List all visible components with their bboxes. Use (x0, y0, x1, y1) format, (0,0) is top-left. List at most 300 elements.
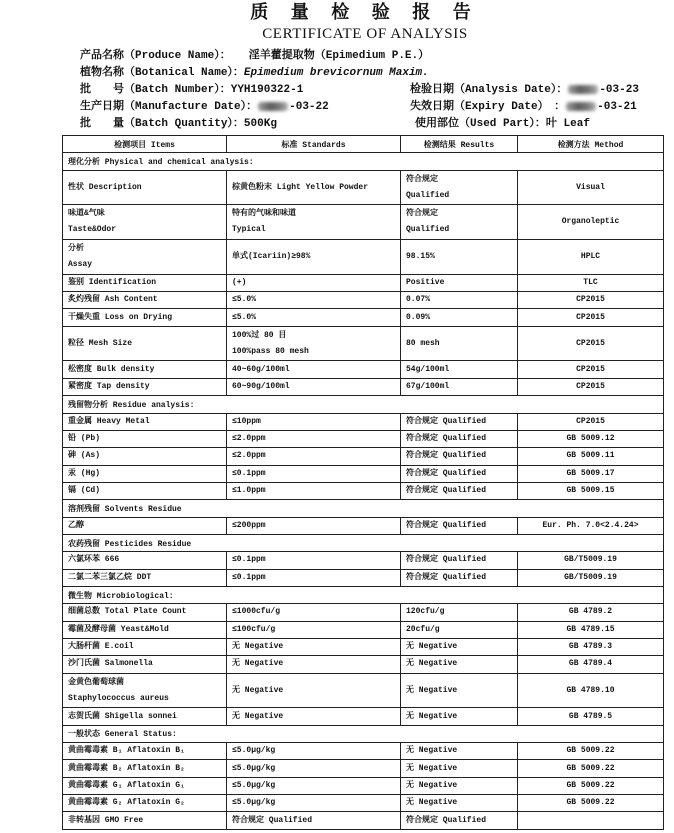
standard-cell (227, 656, 401, 673)
result-cell (401, 569, 518, 586)
cell-text: 无 Negative (232, 659, 284, 669)
cell-text: 符合规定 Qualified (406, 468, 487, 478)
section-row (63, 586, 664, 603)
cell-text: GB 4789.10 (566, 685, 615, 695)
cell-text: 粒径 Mesh Size (68, 338, 133, 348)
item-cell (63, 638, 227, 655)
method-cell (518, 743, 664, 760)
table-row (63, 708, 664, 725)
column-header-items: 检测项目 Items (63, 136, 227, 153)
item-cell (63, 292, 227, 309)
cell-text: 紧密度 Tap density (68, 381, 150, 391)
standard-cell (227, 569, 401, 586)
analysis-date-line (410, 82, 639, 98)
cell-text: 符合规定 Qualified (406, 486, 487, 496)
column-header-method: 检测方法 Method (518, 136, 664, 153)
standard-cell (227, 326, 401, 361)
result-cell (401, 361, 518, 378)
cell-text: 镉 (Cd) (68, 486, 101, 496)
cell-text: ≤0.1ppm (232, 572, 266, 582)
botanical-name-value: Epimedium brevicornum Maxim. (243, 67, 429, 79)
standard-cell (227, 448, 401, 465)
cell-text: CP2015 (576, 381, 605, 391)
cell-text: 100%pass 80 mesh (232, 346, 309, 356)
cell-text: GB/T5009.19 (564, 555, 617, 565)
cell-text: ≤2.0ppm (232, 451, 266, 461)
table-row (63, 656, 664, 673)
cell-text: 非转基因 GMO Free (68, 815, 144, 825)
result-cell (401, 465, 518, 482)
cell-text: 40~60g/100ml (232, 364, 290, 374)
standard-cell (227, 292, 401, 309)
result-cell (401, 656, 518, 673)
cell-text: ≤5.0% (232, 312, 257, 322)
cell-text: 棕黄色粉末 Light Yellow Powder (232, 182, 369, 192)
item-cell (63, 430, 227, 447)
batch-number-line (80, 82, 303, 98)
standard-cell (227, 378, 401, 395)
cell-text: CP2015 (576, 312, 605, 322)
standard-cell (227, 361, 401, 378)
item-cell (63, 413, 227, 430)
cell-text: 符合规定 Qualified (406, 572, 487, 582)
botanical-name-line (80, 65, 429, 81)
standard-cell (227, 205, 401, 240)
standard-cell (227, 309, 401, 326)
section-title: 微生物 Microbiological: (63, 586, 664, 603)
used-part-label: 使用部位（Used Part）： (415, 118, 546, 130)
cell-text: GB 4789.15 (566, 624, 615, 634)
standard-cell (227, 621, 401, 638)
result-cell (401, 309, 518, 326)
cell-text: 特有的气味和味道 (232, 209, 296, 219)
cell-text: 铅 (Pb) (68, 434, 101, 444)
cell-text: 炙灼残留 Ash Content (68, 295, 158, 305)
section-row (63, 534, 664, 551)
cell-text: 符合规定 (406, 174, 438, 184)
method-cell (518, 309, 664, 326)
method-cell (518, 274, 664, 291)
cell-text: 单式(Icariin)≥98% (232, 251, 311, 261)
expiry-date-label: 失效日期（Expiry Date） ： (410, 101, 566, 113)
cell-text: 无 Negative (232, 685, 284, 695)
table-row (63, 621, 664, 638)
cell-text: GB 5009.12 (566, 434, 615, 444)
item-cell (63, 274, 227, 291)
standard-cell (227, 812, 401, 829)
cell-text: GB 4789.2 (568, 607, 613, 617)
cell-text: Staphylococcus aureus (68, 693, 169, 703)
cell-text: 无 Negative (406, 642, 458, 652)
method-cell (518, 777, 664, 794)
cell-text: GB 5009.11 (566, 451, 615, 461)
table-row (63, 205, 664, 240)
result-cell (401, 378, 518, 395)
cell-text: 性状 Description (68, 182, 142, 192)
method-cell (518, 292, 664, 309)
cell-text: CP2015 (576, 338, 605, 348)
section-row (63, 500, 664, 517)
cell-text: ≤5.0μg/kg (232, 763, 276, 773)
cell-text: 无 Negative (406, 659, 458, 669)
cell-text: 120cfu/g (406, 607, 445, 617)
item-cell (63, 309, 227, 326)
item-cell (63, 656, 227, 673)
result-cell (401, 604, 518, 621)
cell-text: 0.09% (406, 312, 431, 322)
standard-cell (227, 517, 401, 534)
table-row (63, 378, 664, 395)
standard-cell (227, 638, 401, 655)
standard-cell (227, 413, 401, 430)
result-cell (401, 413, 518, 430)
method-cell (518, 465, 664, 482)
cell-text: 无 Negative (406, 763, 458, 773)
analysis-date-label: 检验日期（Analysis Date）： (410, 84, 568, 96)
cell-text: GB 4789.3 (568, 642, 613, 652)
method-cell (518, 361, 664, 378)
item-cell (63, 482, 227, 499)
table-row (63, 777, 664, 794)
cell-text: 细菌总数 Total Plate Count (68, 607, 187, 617)
cell-text: ≤0.1ppm (232, 468, 266, 478)
cell-text: CP2015 (576, 364, 605, 374)
result-cell (401, 205, 518, 240)
document-title-english: CERTIFICATE OF ANALYSIS (262, 26, 468, 42)
redacted-year (258, 102, 288, 111)
cell-text: 0.07% (406, 295, 431, 305)
section-title: 残留物分析 Residue analysis: (63, 396, 664, 413)
cell-text: 松密度 Bulk density (68, 364, 155, 374)
table-row (63, 292, 664, 309)
column-header-results: 检测结果 Results (401, 136, 518, 153)
cell-text: 98.15% (406, 251, 435, 261)
method-cell (518, 240, 664, 275)
standard-cell (227, 760, 401, 777)
method-cell (518, 673, 664, 708)
table-header-row (63, 136, 664, 153)
result-cell (401, 170, 518, 205)
method-cell (518, 482, 664, 499)
item-cell (63, 361, 227, 378)
table-row (63, 569, 664, 586)
section-title: 一般状态 General Status: (63, 725, 664, 742)
cell-text: 无 Negative (232, 642, 284, 652)
item-cell (63, 205, 227, 240)
cell-text: Qualified (406, 190, 450, 200)
table-row (63, 448, 664, 465)
batch-number-label: 批 号（Batch Number）： (80, 84, 231, 96)
cell-text: ≤1.0ppm (232, 486, 266, 496)
cell-text: Taste&Odor (68, 225, 117, 235)
cell-text: 80 mesh (406, 338, 440, 348)
cell-text: 54g/100ml (406, 364, 450, 374)
cell-text: 无 Negative (406, 780, 458, 790)
cell-text: (+) (232, 277, 247, 287)
cell-text: Assay (68, 259, 93, 269)
item-cell (63, 465, 227, 482)
cell-text: 六氯环苯 666 (68, 555, 120, 565)
result-cell (401, 708, 518, 725)
cell-text: 汞 (Hg) (68, 468, 101, 478)
table-row (63, 309, 664, 326)
item-cell (63, 760, 227, 777)
cell-text: 符合规定 Qualified (406, 520, 487, 530)
cell-text: 黄曲霉毒素 B₁ Aflatoxin B₁ (68, 746, 185, 756)
cell-text: ≤10ppm (232, 416, 261, 426)
cell-text: ≤5.0% (232, 295, 257, 305)
cell-text: ≤100cfu/g (232, 624, 276, 634)
result-cell (401, 812, 518, 829)
cell-text: 金黄色葡萄球菌 (68, 677, 124, 687)
section-title: 农药残留 Pesticides Residue (63, 534, 664, 551)
batch-quantity-line (80, 116, 277, 132)
result-cell (401, 448, 518, 465)
cell-text: 无 Negative (406, 746, 458, 756)
cell-text: 二氯二苯三氯乙烷 DDT (68, 572, 152, 582)
document-title-chinese: 质 量 检 验 报 告 (250, 2, 480, 22)
result-cell (401, 552, 518, 569)
method-cell (518, 552, 664, 569)
method-cell (518, 517, 664, 534)
cell-text: 符合规定 Qualified (406, 416, 487, 426)
cell-text: 砷 (As) (68, 451, 101, 461)
cell-text: 20cfu/g (406, 624, 440, 634)
cell-text: 符合规定 Qualified (406, 815, 487, 825)
cell-text: 鉴别 Identification (68, 277, 157, 287)
item-cell (63, 708, 227, 725)
cell-text: 霉菌及酵母菌 Yeast&Mold (68, 624, 169, 634)
result-cell (401, 517, 518, 534)
item-cell (63, 795, 227, 812)
standard-cell (227, 743, 401, 760)
item-cell (63, 326, 227, 361)
cell-text: 符合规定 Qualified (406, 434, 487, 444)
cell-text: 67g/100ml (406, 381, 450, 391)
cell-text: ≤200ppm (232, 520, 266, 530)
result-cell (401, 326, 518, 361)
cell-text: 100%过 80 目 (232, 330, 287, 340)
table-row (63, 604, 664, 621)
cell-text: 60~90g/100ml (232, 381, 290, 391)
cell-text: Typical (232, 225, 266, 235)
cell-text: GB 5009.15 (566, 486, 615, 496)
standard-cell (227, 708, 401, 725)
standard-cell (227, 465, 401, 482)
item-cell (63, 621, 227, 638)
cell-text: 符合规定 Qualified (406, 451, 487, 461)
cell-text: TLC (583, 277, 598, 287)
table-row (63, 240, 664, 275)
item-cell (63, 448, 227, 465)
cell-text: GB 5009.22 (566, 780, 615, 790)
used-part-line (415, 116, 590, 132)
method-cell (518, 638, 664, 655)
botanical-name-label: 植物名称（Botanical Name）： (80, 67, 244, 79)
section-row (63, 153, 664, 170)
cell-text: 沙门氏菌 Salmonella (68, 659, 153, 669)
method-cell (518, 621, 664, 638)
table-row (63, 743, 664, 760)
table-row (63, 465, 664, 482)
table-row (63, 638, 664, 655)
standard-cell (227, 604, 401, 621)
result-cell (401, 292, 518, 309)
table-body (63, 153, 664, 829)
cell-text: 黄曲霉毒素 G₂ Aflatoxin G₂ (68, 798, 185, 808)
method-cell (518, 413, 664, 430)
standard-cell (227, 482, 401, 499)
cell-text: HPLC (580, 251, 601, 261)
cell-text: GB 4789.4 (568, 659, 613, 669)
cell-text: ≤5.0μg/kg (232, 798, 276, 808)
cell-text: Positive (406, 277, 445, 287)
product-name-value: 淫羊藿提取物（Epimedium P.E.） (248, 50, 430, 62)
table-row (63, 552, 664, 569)
cell-text: 干燥失重 Loss on Drying (68, 312, 173, 322)
redacted-year (568, 85, 598, 94)
method-cell (518, 760, 664, 777)
manufacture-date-value: -03-22 (289, 101, 329, 113)
cell-text: ≤2.0ppm (232, 434, 266, 444)
manufacture-date-label: 生产日期（Manufacture Date）： (80, 101, 258, 113)
standard-cell (227, 552, 401, 569)
result-cell (401, 638, 518, 655)
product-name-line (80, 48, 429, 64)
section-row (63, 396, 664, 413)
item-cell (63, 604, 227, 621)
cell-text: Visual (576, 182, 605, 192)
method-cell (518, 205, 664, 240)
table-row (63, 795, 664, 812)
used-part-value: 叶 Leaf (545, 118, 590, 130)
result-cell (401, 430, 518, 447)
cell-text: 符合规定 Qualified (232, 815, 313, 825)
cell-text: GB/T5009.19 (564, 572, 617, 582)
cell-text: 黄曲霉毒素 G₁ Aflatoxin G₁ (68, 780, 185, 790)
method-cell (518, 708, 664, 725)
result-cell (401, 482, 518, 499)
table-row (63, 812, 664, 829)
table-row (63, 482, 664, 499)
cell-text: Qualified (406, 225, 450, 235)
result-cell (401, 673, 518, 708)
cell-text: 味道&气味 (68, 209, 105, 219)
expiry-date-value: -03-21 (597, 101, 637, 113)
cell-text: GB 5009.22 (566, 798, 615, 808)
cell-text: 无 Negative (406, 685, 458, 695)
batch-quantity-value: 500Kg (243, 118, 277, 130)
section-title: 溶剂残留 Solvents Residue (63, 500, 664, 517)
cell-text: 分析 (68, 243, 84, 253)
cell-text: GB 5009.22 (566, 763, 615, 773)
table-row (63, 430, 664, 447)
item-cell (63, 378, 227, 395)
cell-text: CP2015 (576, 416, 605, 426)
table-row (63, 326, 664, 361)
manufacture-date-line (80, 99, 329, 115)
expiry-date-line (410, 99, 637, 115)
method-cell (518, 430, 664, 447)
standard-cell (227, 673, 401, 708)
method-cell (518, 448, 664, 465)
item-cell (63, 517, 227, 534)
cell-text: ≤5.0μg/kg (232, 780, 276, 790)
cell-text: GB 5009.17 (566, 468, 615, 478)
analysis-date-value: -03-23 (599, 84, 639, 96)
item-cell (63, 812, 227, 829)
table-row (63, 361, 664, 378)
table-row (63, 274, 664, 291)
method-cell (518, 326, 664, 361)
method-cell (518, 604, 664, 621)
table-row (63, 517, 664, 534)
coa-table (62, 135, 664, 830)
standard-cell (227, 274, 401, 291)
method-cell (518, 569, 664, 586)
standard-cell (227, 240, 401, 275)
standard-cell (227, 795, 401, 812)
result-cell (401, 795, 518, 812)
cell-text: 乙醇 (68, 520, 84, 530)
method-cell (518, 170, 664, 205)
cell-text: Eur. Ph. 7.0<2.4.24> (542, 520, 639, 530)
result-cell (401, 621, 518, 638)
item-cell (63, 569, 227, 586)
method-cell (518, 378, 664, 395)
method-cell (518, 656, 664, 673)
cell-text: 符合规定 (406, 209, 438, 219)
table-row (63, 760, 664, 777)
result-cell (401, 777, 518, 794)
item-cell (63, 777, 227, 794)
item-cell (63, 552, 227, 569)
standard-cell (227, 430, 401, 447)
cell-text: 无 Negative (406, 798, 458, 808)
product-name-label: 产品名称（Produce Name）： (80, 50, 231, 62)
cell-text: GB 5009.22 (566, 746, 615, 756)
cell-text: 重金属 Heavy Metal (68, 416, 150, 426)
standard-cell (227, 777, 401, 794)
column-header-standards: 标准 Standards (227, 136, 401, 153)
item-cell (63, 170, 227, 205)
result-cell (401, 274, 518, 291)
cell-text: GB 4789.5 (568, 711, 613, 721)
cell-text: CP2015 (576, 295, 605, 305)
cell-text: 符合规定 Qualified (406, 555, 487, 565)
cell-text: 无 Negative (406, 711, 458, 721)
cell-text: 无 Negative (232, 711, 284, 721)
cell-text: Organoleptic (561, 217, 620, 227)
cell-text: 志贺氏菌 Shigella sonnei (68, 711, 177, 721)
batch-quantity-label: 批 量（Batch Quantity）： (80, 118, 244, 130)
cell-text: 黄曲霉毒素 B₂ Aflatoxin B₂ (68, 763, 185, 773)
redacted-year (566, 102, 596, 111)
cell-text: 大肠杆菌 E.coil (68, 642, 134, 652)
method-cell (518, 795, 664, 812)
cell-text: ≤0.1ppm (232, 555, 266, 565)
item-cell (63, 240, 227, 275)
item-cell (63, 743, 227, 760)
section-row (63, 725, 664, 742)
result-cell (401, 760, 518, 777)
cell-text: ≤1000cfu/g (232, 607, 281, 617)
batch-number-value: YYH190322-1 (230, 84, 304, 96)
table-row (63, 673, 664, 708)
cell-text: ≤5.0μg/kg (232, 746, 276, 756)
item-cell (63, 673, 227, 708)
method-cell (518, 812, 664, 829)
